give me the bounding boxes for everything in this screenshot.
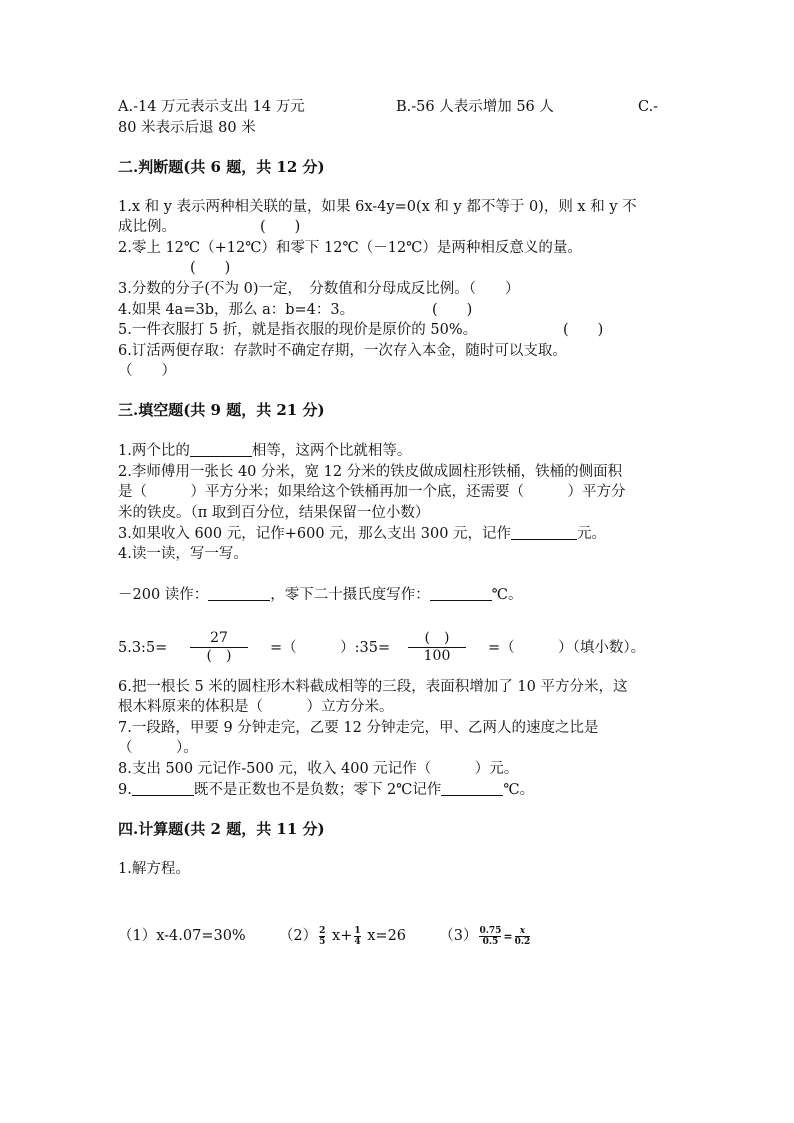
fill-q5-prefix: 5.3:5= — [118, 640, 168, 656]
fill-q1 — [118, 441, 411, 461]
fill-q5-fraction-1 — [190, 630, 248, 665]
judge-q1-answer-paren[interactable]: ( ) — [260, 219, 301, 235]
fill-q1-blank[interactable] — [190, 442, 252, 457]
equation-3-fraction-2 — [515, 926, 531, 947]
fill-q2-line3: 米的铁皮。（π 取到百分位，结果保留一位小数） — [118, 505, 430, 521]
section-heading-fill: 三.填空题(共 9 题，共 21 分) — [118, 401, 325, 419]
fraction-numerator: x — [519, 925, 526, 936]
judge-q4-answer-paren[interactable]: ( ) — [432, 302, 473, 318]
fill-q4-read-blank[interactable] — [208, 586, 270, 601]
fill-q1-text-b: 相等，这两个比就相等。 — [251, 443, 412, 459]
fraction-denominator: 4 — [354, 936, 361, 947]
fill-q3-blank[interactable] — [511, 525, 577, 540]
fill-q5-fraction-1-numerator: 27 — [210, 630, 228, 646]
fill-q9 — [118, 780, 534, 800]
fraction-denominator: 5 — [319, 936, 326, 947]
fill-q5-tail: =（ ）（填小数）。 — [488, 640, 646, 656]
judge-q1-line2: 成比例。 — [118, 219, 176, 235]
fill-q5-middle: =（ ）:35= — [270, 640, 391, 656]
fill-q2-line1: 2.李师傅用一张长 40 分米，宽 12 分米的铁皮做成圆柱形铁桶，铁桶的侧面积 — [118, 464, 623, 480]
equation-3-label: （3） — [439, 928, 478, 944]
judge-q2-answer-paren[interactable]: ( ) — [190, 260, 231, 276]
fill-q9-blank-2[interactable] — [441, 781, 503, 796]
judge-q4: 4.如果 4a=3b，那么 a：b=4：3。 — [118, 302, 355, 318]
fill-q1-text-a: 1.两个比的 — [118, 443, 190, 459]
fill-q9-unit: ℃。 — [503, 782, 535, 798]
option-c-end: 80 米表示后退 80 米 — [118, 120, 256, 136]
fill-q5-fraction-2-denominator: 100 — [423, 648, 451, 664]
equation-3-equals: = — [503, 930, 513, 943]
fill-q9-number: 9. — [118, 782, 132, 798]
judge-q5: 5.一件衣服打 5 折，就是指衣服的现价是原价的 50%。 — [118, 322, 478, 338]
fill-q2-line2: 是（ ）平方分米；如果给这个铁桶再加一个底，还需要（ ）平方分 — [118, 484, 626, 500]
judge-q2-line1: 2.零上 12℃（+12℃）和零下 12℃（－12℃）是两种相反意义的量。 — [118, 240, 582, 256]
fill-q5-fraction-1-denominator[interactable]: ( ) — [206, 648, 232, 664]
option-b: B.-56 人表示增加 56 人 — [396, 99, 554, 115]
equation-2-mid: x+ — [332, 928, 353, 944]
equation-1: （1）x-4.07=30% — [118, 928, 246, 944]
judge-q1-line1: 1.x 和 y 表示两种相关联的量，如果 6x-4y=0(x 和 y 都不等于 0)，则 x 和 y 不 — [118, 199, 637, 215]
fill-q7-line1: 7.一段路，甲要 9 分钟走完，乙要 12 分钟走完，甲、乙两人的速度之比是 — [118, 720, 599, 736]
fill-q4-write-text: ，零下二十摄氏度写作： — [270, 587, 430, 603]
judge-q3: 3.分数的分子(不为 0)一定， 分数值和分母成反比例。（ ） — [118, 281, 520, 297]
fill-q4-read-text: －200 读作： — [118, 587, 209, 603]
equation-2-fraction-1 — [319, 926, 325, 947]
section-heading-calculation: 四.计算题(共 2 题，共 11 分) — [118, 820, 325, 838]
fill-q3-text-a: 3.如果收入 600 元，记作+600 元，那么支出 300 元，记作 — [118, 526, 512, 542]
section-heading-judgement: 二.判断题(共 6 题，共 12 分) — [118, 158, 325, 176]
equation-2-fraction-2 — [354, 926, 360, 947]
fill-q9-text: 既不是正数也不是负数；零下 2℃记作 — [193, 782, 442, 798]
fill-q9-blank-1[interactable] — [132, 781, 194, 796]
fraction-numerator: 2 — [319, 925, 326, 936]
equation-3-fraction-1 — [479, 926, 501, 947]
option-a: A.-14 万元表示支出 14 万元 — [118, 99, 305, 115]
fill-q3-text-b: 元。 — [577, 526, 607, 542]
judge-q5-answer-paren[interactable]: ( ) — [563, 322, 604, 338]
fill-q8: 8.支出 500 元记作-500 元，收入 400 元记作（ ）元。 — [118, 761, 519, 777]
calc-q1: 1.解方程。 — [118, 861, 190, 877]
fraction-denominator: 0.2 — [514, 936, 531, 947]
fill-q4-write-blank[interactable] — [430, 586, 492, 601]
equation-row — [118, 925, 532, 948]
equation-2-end: x=26 — [367, 928, 407, 944]
option-c-start: C.- — [638, 99, 659, 115]
fill-q5-fraction-2-numerator[interactable]: ( ) — [424, 630, 450, 646]
fill-q4: 4.读一读，写一写。 — [118, 546, 248, 562]
fill-q4-read-write — [118, 585, 523, 605]
fill-q5-fraction-2 — [408, 630, 466, 665]
fraction-denominator: 0.5 — [482, 936, 499, 947]
equation-2-label: （2） — [278, 928, 318, 944]
fraction-numerator: 0.75 — [479, 925, 502, 936]
fill-q7-line2: （ ）。 — [118, 740, 198, 756]
judge-q6-line1: 6.订活两便存取：存款时不确定存期，一次存入本金，随时可以支取。 — [118, 343, 567, 359]
fraction-numerator: 1 — [354, 925, 361, 936]
judge-q6-answer-paren[interactable]: （ ） — [118, 363, 176, 379]
fill-q4-unit: ℃。 — [491, 587, 523, 603]
fill-q6-line1: 6.把一根长 5 米的圆柱形木料截成相等的三段，表面积增加了 10 平方分米，这 — [118, 679, 628, 695]
fill-q3 — [118, 524, 606, 544]
fill-q6-line2: 根木料原来的体积是（ ）立方分米。 — [118, 699, 394, 715]
